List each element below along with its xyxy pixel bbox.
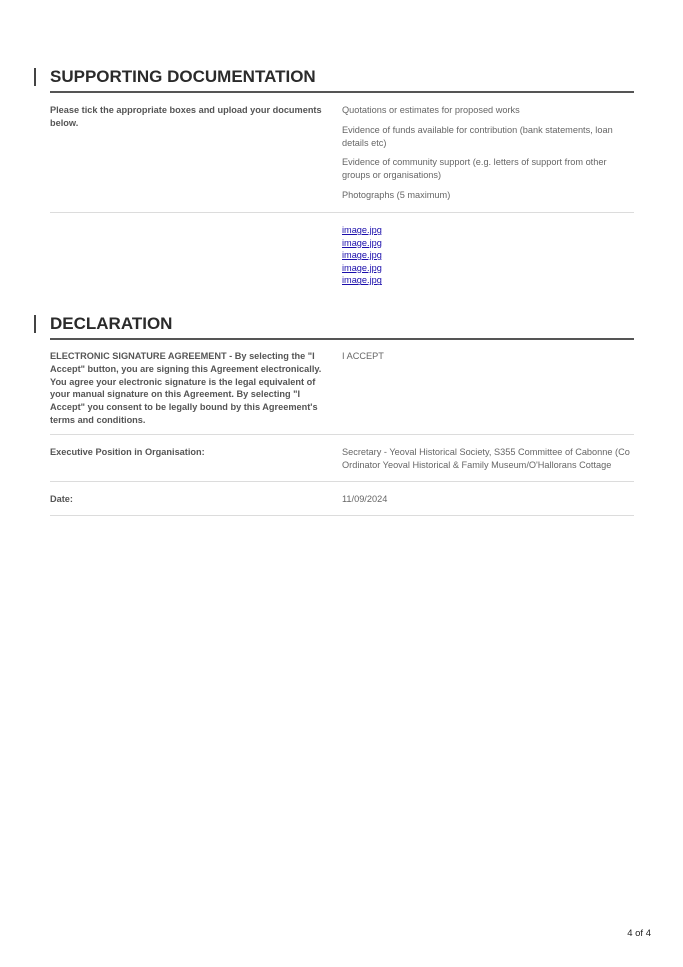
upload-instruction: Please tick the appropriate boxes and upload your documents below.: [50, 105, 322, 128]
uploaded-file-link[interactable]: image.jpg: [342, 237, 382, 248]
section-marker: [34, 315, 36, 333]
date-value: 11/09/2024: [342, 494, 388, 504]
signature-agreement-text: ELECTRONIC SIGNATURE AGREEMENT - By selecting the "I Accept" button, you are signing this Agreement electronically. You agree your electronic signature is the legal equivalent of your manual signature on this Agreement. By selecting "I Accept" you consent to be legally bound by this Agreement's terms and conditions.: [50, 351, 322, 425]
executive-position-label: Executive Position in Organisation:: [50, 447, 205, 457]
document-option: Quotations or estimates for proposed works: [342, 105, 520, 115]
declaration-section: [50, 313, 634, 516]
title-divider: [50, 91, 634, 93]
uploaded-file-link[interactable]: image.jpg: [342, 250, 382, 261]
date-label: Date:: [50, 494, 73, 504]
uploaded-files-row: [50, 224, 634, 287]
uploaded-files-list: [342, 224, 382, 287]
document-options: [342, 104, 634, 212]
section-marker: [34, 68, 36, 86]
executive-position-value: Secretary - Yeoval Historical Society, S355 Committee of Cabonne (Co Ordinator Yeoval Historical & Family Museum/O'Hallorans Cottage: [342, 447, 630, 470]
executive-position-row: [50, 435, 634, 482]
document-option: Evidence of community support (e.g. letters of support from other groups or organisations): [342, 157, 607, 181]
document-option: Evidence of funds available for contribution (bank statements, loan details etc): [342, 124, 613, 148]
title-divider: [50, 338, 634, 340]
signature-agreement-value: I ACCEPT: [342, 351, 384, 361]
document-option: Photographs (5 maximum): [342, 189, 451, 200]
date-row: [50, 482, 634, 516]
supporting-documentation-section: [50, 66, 634, 287]
section-title: SUPPORTING DOCUMENTATION: [50, 67, 316, 86]
documents-row: [50, 104, 634, 213]
signature-agreement-row: [50, 350, 634, 435]
section-title: DECLARATION: [50, 314, 173, 333]
uploaded-file-link[interactable]: image.jpg: [342, 275, 382, 286]
uploaded-file-link[interactable]: image.jpg: [342, 225, 382, 235]
uploaded-file-link[interactable]: image.jpg: [342, 262, 382, 273]
page-number: 4 of 4: [627, 928, 651, 939]
